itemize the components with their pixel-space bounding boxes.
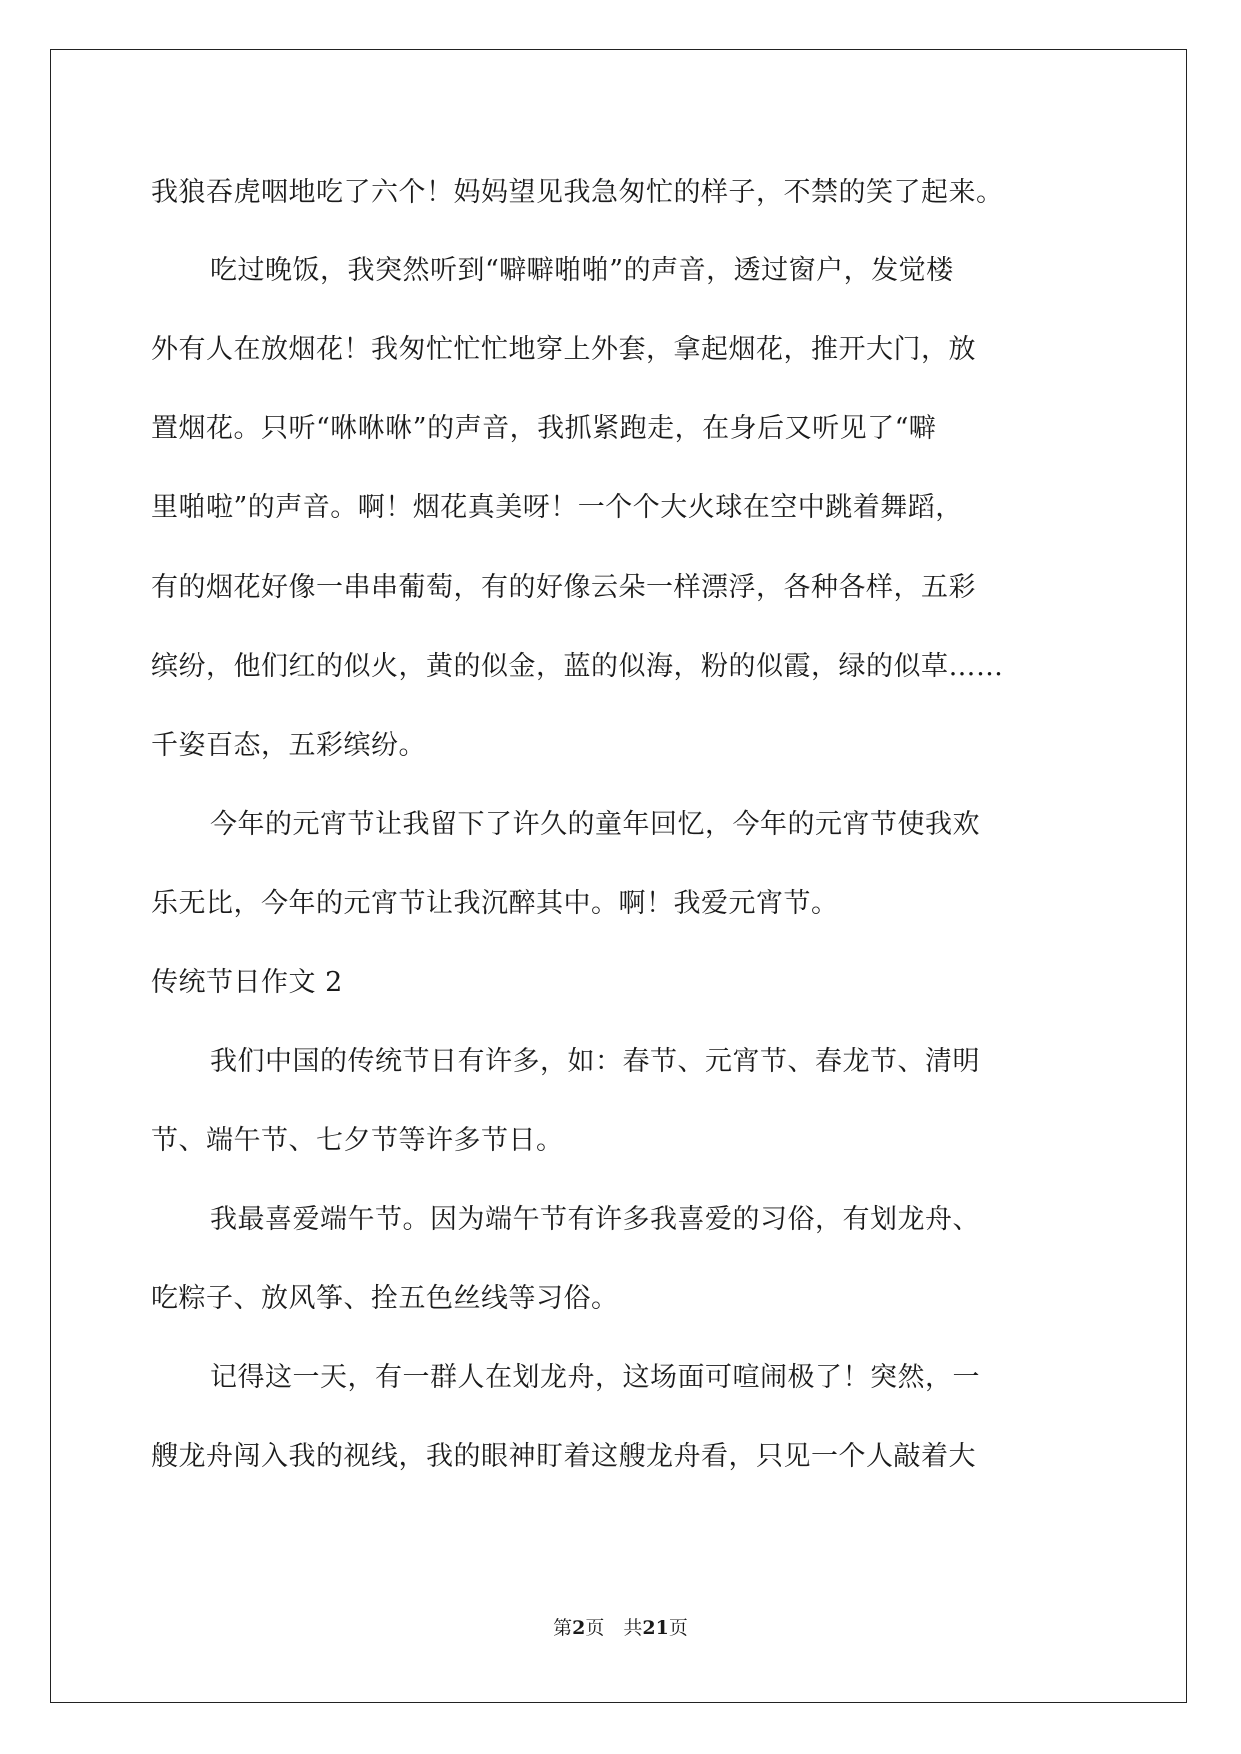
text-line: 吃粽子、放风筝、拴五色丝线等习俗。 — [151, 1283, 619, 1314]
text-line: 有的烟花好像一串串葡萄，有的好像云朵一样漂浮，各种各样，五彩 — [151, 572, 976, 603]
footer-prefix: 第 — [553, 1617, 573, 1639]
text-line: 我狼吞虎咽地吃了六个！妈妈望见我急匆忙的样子，不禁的笑了起来。 — [151, 177, 1004, 208]
text-line: 艘龙舟闯入我的视线，我的眼神盯着这艘龙舟看，只见一个人敲着大 — [151, 1441, 976, 1472]
page-footer — [0, 1616, 1241, 1640]
text-line: 今年的元宵节让我留下了许久的童年回忆，今年的元宵节使我欢 — [210, 809, 980, 840]
total-pages: 21 — [642, 1617, 669, 1639]
page-number: 2 — [572, 1617, 586, 1639]
text-line: 外有人在放烟花！我匆忙忙忙地穿上外套，拿起烟花，推开大门，放 — [151, 334, 976, 365]
text-line: 我最喜爱端午节。因为端午节有许多我喜爱的习俗，有划龙舟、 — [210, 1204, 980, 1235]
text-line: 缤纷，他们红的似火，黄的似金，蓝的似海，粉的似霞，绿的似草…… — [151, 651, 1004, 682]
footer-suffix: 页 — [668, 1617, 688, 1639]
text-line: 里啪啦”的声音。啊！烟花真美呀！一个个大火球在空中跳着舞蹈， — [151, 492, 963, 523]
text-line: 乐无比，今年的元宵节让我沉醉其中。啊！我爱元宵节。 — [151, 888, 839, 919]
footer-mid: 页 共 — [585, 1617, 643, 1639]
text-line: 节、端午节、七夕节等许多节日。 — [151, 1125, 564, 1156]
text-line: 吃过晚饭，我突然听到“噼噼啪啪”的声音，透过窗户，发觉楼 — [210, 255, 954, 286]
text-line: 我们中国的传统节日有许多，如：春节、元宵节、春龙节、清明 — [210, 1046, 980, 1077]
text-line: 置烟花。只听“咻咻咻”的声音，我抓紧跑走，在身后又听见了“噼 — [151, 413, 937, 444]
text-line: 千姿百态，五彩缤纷。 — [151, 730, 426, 761]
section-heading: 传统节日作文 2 — [151, 967, 343, 998]
text-line: 记得这一天，有一群人在划龙舟，这场面可喧闹极了！突然，一 — [210, 1362, 980, 1393]
